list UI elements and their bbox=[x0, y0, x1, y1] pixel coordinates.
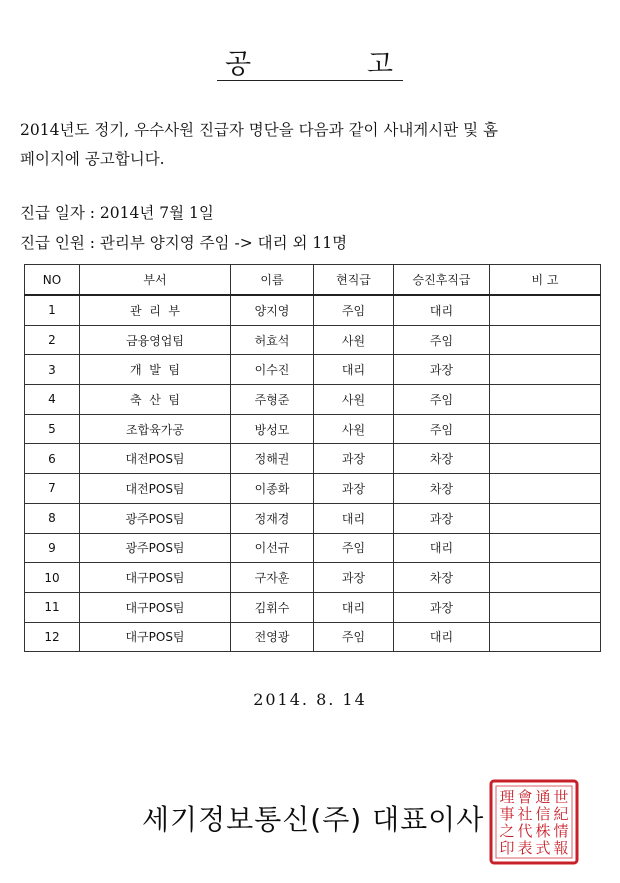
promotion-people-line: 진급 인원 : 관리부 양지영 주임 -> 대리 외 11명 bbox=[20, 234, 348, 252]
promotion-date-line: 진급 일자 : 2014년 7월 1일 bbox=[20, 204, 214, 222]
cell-department: 광주POS팀 bbox=[80, 503, 231, 533]
cell-no: 3 bbox=[25, 355, 80, 385]
table-row bbox=[25, 592, 601, 622]
table-row bbox=[25, 385, 601, 415]
cell-current-rank: 과장 bbox=[314, 444, 394, 474]
cell-remarks bbox=[490, 385, 601, 415]
cell-remarks bbox=[490, 592, 601, 622]
seal-glyph: 世 bbox=[553, 788, 569, 806]
cell-name: 방성모 bbox=[231, 414, 314, 444]
cell-no: 4 bbox=[25, 385, 80, 415]
table-row bbox=[25, 503, 601, 533]
header-no: NO bbox=[25, 265, 80, 296]
company-signature: 세기정보통신(주) 대표이사 bbox=[142, 803, 485, 836]
cell-current-rank: 대리 bbox=[314, 503, 394, 533]
seal-glyph: 代 bbox=[517, 822, 533, 840]
cell-no: 11 bbox=[25, 592, 80, 622]
table-body bbox=[25, 295, 601, 652]
cell-no: 6 bbox=[25, 444, 80, 474]
table-row bbox=[25, 325, 601, 355]
cell-remarks bbox=[490, 622, 601, 652]
cell-no: 7 bbox=[25, 474, 80, 504]
cell-remarks bbox=[490, 414, 601, 444]
cell-department: 축 산 팀 bbox=[80, 385, 231, 415]
cell-promoted-rank: 주임 bbox=[394, 385, 490, 415]
header-promoted-rank: 승진후직급 bbox=[394, 265, 490, 296]
cell-no: 2 bbox=[25, 325, 80, 355]
seal-glyph: 通 bbox=[535, 788, 551, 806]
title-char-2: 고 bbox=[366, 49, 395, 80]
cell-promoted-rank: 대리 bbox=[394, 533, 490, 563]
cell-name: 정해권 bbox=[231, 444, 314, 474]
header-current-rank: 현직급 bbox=[314, 265, 394, 296]
cell-no: 9 bbox=[25, 533, 80, 563]
cell-name: 이종화 bbox=[231, 474, 314, 504]
cell-remarks bbox=[490, 563, 601, 593]
seal-glyph: 情 bbox=[553, 822, 569, 840]
cell-no: 5 bbox=[25, 414, 80, 444]
cell-no: 1 bbox=[25, 295, 80, 325]
cell-remarks bbox=[490, 474, 601, 504]
cell-promoted-rank: 과장 bbox=[394, 592, 490, 622]
cell-no: 12 bbox=[25, 622, 80, 652]
seal-glyph: 信 bbox=[535, 805, 551, 823]
promotion-table bbox=[24, 264, 601, 652]
cell-current-rank: 주임 bbox=[314, 622, 394, 652]
seal-glyph: 社 bbox=[517, 805, 533, 823]
cell-department: 금융영업팀 bbox=[80, 325, 231, 355]
intro-line-2: 페이지에 공고합니다. bbox=[20, 150, 165, 168]
cell-name: 구자훈 bbox=[231, 563, 314, 593]
cell-remarks bbox=[490, 444, 601, 474]
title-char-1: 공 bbox=[225, 49, 254, 80]
cell-current-rank: 대리 bbox=[314, 592, 394, 622]
seal-glyph: 事 bbox=[499, 805, 515, 823]
cell-promoted-rank: 대리 bbox=[394, 295, 490, 325]
cell-name: 이선규 bbox=[231, 533, 314, 563]
table-row bbox=[25, 355, 601, 385]
seal-glyph: 紀 bbox=[553, 805, 569, 823]
cell-current-rank: 사원 bbox=[314, 414, 394, 444]
table-row bbox=[25, 563, 601, 593]
seal-glyph: 會 bbox=[517, 788, 533, 806]
cell-current-rank: 과장 bbox=[314, 563, 394, 593]
cell-remarks bbox=[490, 503, 601, 533]
table-row bbox=[25, 622, 601, 652]
cell-promoted-rank: 차장 bbox=[394, 474, 490, 504]
cell-name: 전영광 bbox=[231, 622, 314, 652]
cell-current-rank: 대리 bbox=[314, 355, 394, 385]
header-department: 부서 bbox=[80, 265, 231, 296]
header-remarks: 비 고 bbox=[490, 265, 601, 296]
notice-date: 2014. 8. 14 bbox=[253, 690, 367, 709]
table-header-row bbox=[25, 265, 601, 296]
cell-name: 정재경 bbox=[231, 503, 314, 533]
seal-glyph: 株 bbox=[535, 822, 551, 840]
intro-paragraph bbox=[20, 116, 605, 174]
cell-no: 10 bbox=[25, 563, 80, 593]
cell-promoted-rank: 과장 bbox=[394, 355, 490, 385]
seal-glyph: 之 bbox=[499, 822, 515, 840]
cell-remarks bbox=[490, 325, 601, 355]
cell-remarks bbox=[490, 295, 601, 325]
seal-glyph: 印 bbox=[499, 839, 515, 857]
cell-department: 조합육가공 bbox=[80, 414, 231, 444]
cell-no: 8 bbox=[25, 503, 80, 533]
cell-promoted-rank: 주임 bbox=[394, 325, 490, 355]
cell-remarks bbox=[490, 355, 601, 385]
cell-name: 주형준 bbox=[231, 385, 314, 415]
company-seal-stamp bbox=[488, 778, 580, 866]
seal-glyph: 式 bbox=[535, 839, 551, 857]
table-row bbox=[25, 533, 601, 563]
cell-promoted-rank: 차장 bbox=[394, 563, 490, 593]
cell-current-rank: 과장 bbox=[314, 474, 394, 504]
cell-promoted-rank: 대리 bbox=[394, 622, 490, 652]
cell-department: 대구POS팀 bbox=[80, 563, 231, 593]
cell-department: 관 리 부 bbox=[80, 295, 231, 325]
promotion-info bbox=[20, 198, 347, 258]
cell-name: 양지영 bbox=[231, 295, 314, 325]
cell-current-rank: 주임 bbox=[314, 295, 394, 325]
cell-name: 허효석 bbox=[231, 325, 314, 355]
seal-glyph: 表 bbox=[517, 839, 533, 857]
cell-department: 대전POS팀 bbox=[80, 474, 231, 504]
table-row bbox=[25, 444, 601, 474]
cell-current-rank: 주임 bbox=[314, 533, 394, 563]
cell-department: 대구POS팀 bbox=[80, 592, 231, 622]
cell-department: 개 발 팀 bbox=[80, 355, 231, 385]
cell-current-rank: 사원 bbox=[314, 325, 394, 355]
cell-name: 김휘수 bbox=[231, 592, 314, 622]
title-underline bbox=[217, 80, 403, 81]
cell-promoted-rank: 주임 bbox=[394, 414, 490, 444]
seal-glyph: 理 bbox=[499, 788, 515, 806]
cell-promoted-rank: 차장 bbox=[394, 444, 490, 474]
cell-promoted-rank: 과장 bbox=[394, 503, 490, 533]
table-row bbox=[25, 414, 601, 444]
cell-department: 대구POS팀 bbox=[80, 622, 231, 652]
table-row bbox=[25, 474, 601, 504]
cell-department: 대전POS팀 bbox=[80, 444, 231, 474]
cell-remarks bbox=[490, 533, 601, 563]
intro-line-1: 2014년도 정기, 우수사원 진급자 명단을 다음과 같이 사내게시판 및 홈 bbox=[20, 121, 499, 139]
header-name: 이름 bbox=[231, 265, 314, 296]
cell-department: 광주POS팀 bbox=[80, 533, 231, 563]
cell-name: 이수진 bbox=[231, 355, 314, 385]
seal-glyph: 報 bbox=[553, 839, 569, 857]
notice-title bbox=[0, 42, 620, 89]
table-row bbox=[25, 295, 601, 325]
cell-current-rank: 사원 bbox=[314, 385, 394, 415]
